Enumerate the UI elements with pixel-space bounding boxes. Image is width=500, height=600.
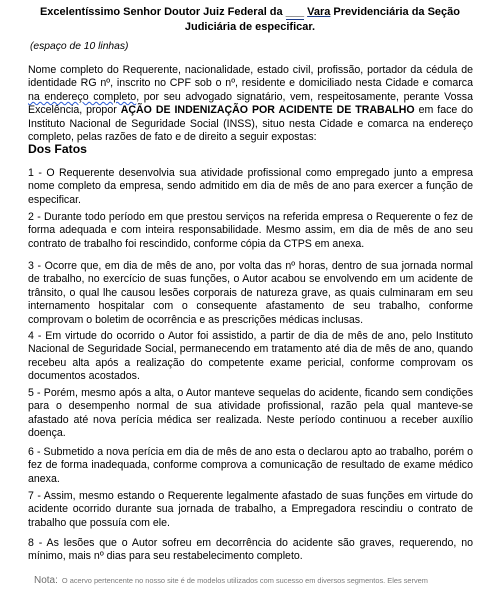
spacing-note: (espaço de 10 linhas) xyxy=(30,41,129,52)
action-title: AÇÃO DE INDENIZAÇÃO POR ACIDENTE DE TRABALHO xyxy=(120,104,415,117)
fact-paragraph-8: 8 - As lesões que o Autor sofreu em decorrência do acidente são graves, requerendo, no mínimo, mais nº dias para seu restabelecimento completo. xyxy=(28,537,473,563)
footer-text: O acervo pertencente no nosso site é de modelos utilizados com sucesso em diversos segmentos. Eles servem xyxy=(61,576,428,585)
footer-label: Nota: xyxy=(34,575,58,586)
intro-text-2: , por seu advogado signatário, vem, respeitosamente, perante Vossa Excelência, propor xyxy=(28,90,473,117)
fact-paragraph-3: 3 - Ocorre que, em dia de mês de ano, por volta das nº horas, dentro de sua jornada normal de trabalho, no exercício de suas funções, o Autor acabou se envolvendo em um acidente de trânsito, o qual lhe causou lesões corporais de natureza grave, as quais culminaram em seu internamento hospitalar com o consequente afastamento de seu trabalho, conforme comprovam o boletim de ocorrência e as prescrições médicas inclusas. xyxy=(28,260,473,326)
fact-paragraph-5: 5 - Porém, mesmo após a alta, o Autor manteve sequelas do acidente, ficando sem condições para o desempenho normal de sua atividade profissional, razão pela qual manteve-se afastado até nova perícia médica ser realizada. Neste período continuou a receber auxílio doença. xyxy=(28,387,473,440)
title-suffix: Previdenciária da Seção Judiciária de especificar. xyxy=(184,6,461,33)
section-heading: Dos Fatos xyxy=(28,142,87,156)
document-title xyxy=(30,5,470,34)
title-vara: Vara xyxy=(307,6,331,18)
intro-paragraph xyxy=(28,64,473,144)
fact-paragraph-2: 2 - Durante todo período em que prestou serviços na referida empresa o Requerente o fez de forma adequada e com inteira responsabilidade. Mesmo assim, em dia de mês de ano seu contrato de trabalho foi rescindido, conforme cópia da CTPS em anexa. xyxy=(28,211,473,250)
fact-paragraph-1: 1 - O Requerente desenvolvia sua atividade profissional como empregado junto a empresa nome completo da empresa, sendo admitido em dia de mês de ano para exercer a função de especificar. xyxy=(28,167,473,206)
title-prefix: Excelentíssimo Senhor Doutor Juiz Federal da xyxy=(39,6,286,18)
title-blank: ___ xyxy=(285,6,305,18)
fact-paragraph-4: 4 - Em virtude do ocorrido o Autor foi assistido, a partir de dia de mês de ano, pelo Instituto Nacional de Seguridade Social, permanecendo em tratamento até dia de mês de ano, quando recebeu alta após a realização do competente exame pericial, conforme comprovam os documentos acostados. xyxy=(28,330,473,383)
fact-paragraph-6: 6 - Submetido a nova perícia em dia de mês de ano esta o declarou apto ao trabalho, porém o fez de forma inadequada, conforme comprova a comunicação de resultado de exame médico anexa. xyxy=(28,446,473,485)
fact-paragraph-7: 7 - Assim, mesmo estando o Requerente legalmente afastado de suas funções em virtude do acidente ocorrido durante sua jornada de trabalho, a Empregadora rescindiu o contrato de trabalho que possuía com ele. xyxy=(28,490,473,529)
intro-text-1: Nome completo do Requerente, nacionalidade, estado civil, profissão, portador da cédula de identidade RG nº, inscrito no CPF sob o nº, residente e domiciliado nesta Cidade e comarca xyxy=(28,64,473,90)
intro-marked-text: na endereço completo xyxy=(28,90,137,103)
footer-note xyxy=(34,576,494,586)
intro-text-3: em face do Instituto Nacional de Seguridade Social (INSS), situo nesta Cidade e comarca na endereço completo, pelas razões de fato e de direito a seguir expostas: xyxy=(28,104,474,144)
